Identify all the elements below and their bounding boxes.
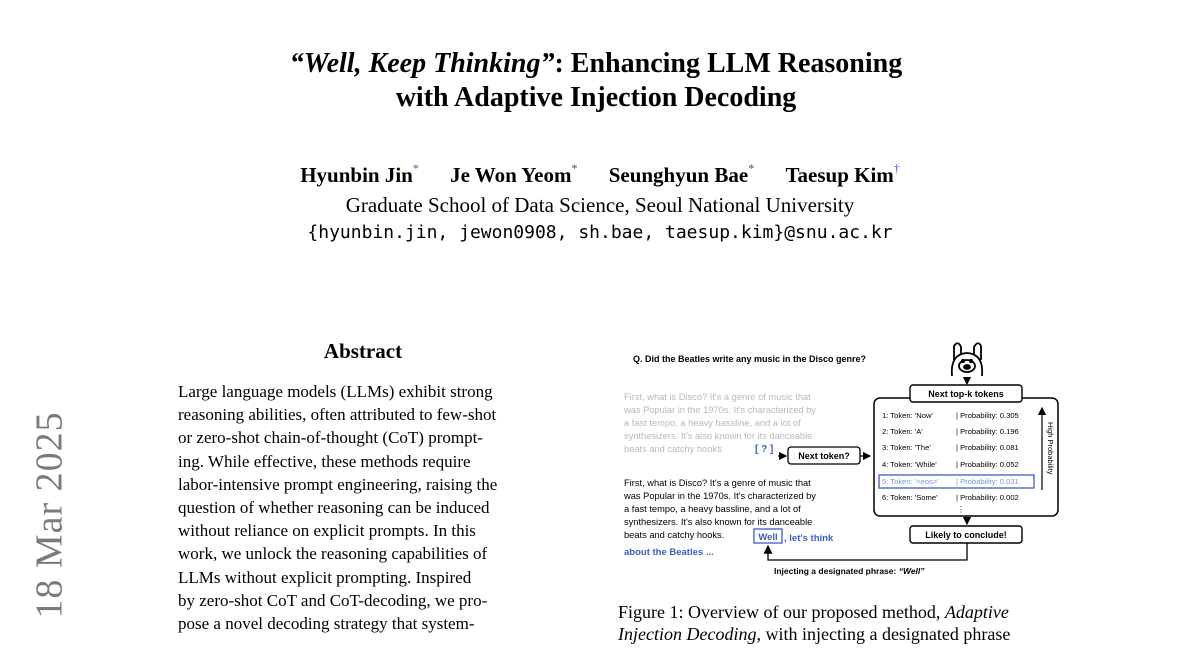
- abstract-line: ing. While effective, these methods require: [178, 451, 471, 471]
- svg-text:| Probability: 0.305: | Probability: 0.305: [956, 411, 1019, 420]
- author-emails: {hyunbin.jin, jewon0908, sh.bae, taesup.kim}@snu.ac.kr: [307, 222, 893, 243]
- abstract-line: or zero-shot chain-of-thought (CoT) prompt-: [178, 428, 483, 448]
- svg-text:| Probability: 0.031: | Probability: 0.031: [956, 477, 1019, 486]
- abstract-line: without reliance on explicit prompts. In this: [178, 521, 476, 541]
- svg-text:a fast tempo, a heavy bassline: a fast tempo, a heavy bassline, and a lot of: [624, 504, 801, 514]
- title-line2: with Adaptive Injection Decoding: [395, 82, 797, 113]
- abstract-line: pose a novel decoding strategy that system-: [178, 614, 475, 634]
- abstract-line: by zero-shot CoT and CoT-decoding, we pro-: [178, 590, 488, 610]
- arxiv-date-stamp: [20, 410, 80, 620]
- author: Seunghyun Bae*: [608, 161, 755, 187]
- abstract-line: work, we unlock the reasoning capabilities of: [178, 544, 488, 564]
- svg-text:beats and catchy hooks.: beats and catchy hooks.: [624, 444, 725, 454]
- abstract-body: [178, 380, 549, 635]
- abstract-line: labor-intensive prompt engineering, raising the: [178, 474, 498, 494]
- svg-text:3: Token: 'The': 3: Token: 'The': [882, 443, 931, 452]
- figure-caption: Figure 1: Overview of our proposed method, Adaptive Injection Decoding, with injecting a designated phrase: [618, 602, 1011, 644]
- svg-text:5: Token: '<eos>': 5: Token: '<eos>': [882, 477, 939, 486]
- llama-icon: [952, 343, 982, 376]
- svg-text:was Popular in the 1970s. It's: was Popular in the 1970s. It's characterized by: [624, 491, 816, 501]
- figure-question: Q. Did the Beatles write any music in the Disco genre?: [633, 354, 867, 364]
- abstract-line: Large language models (LLMs) exhibit strong: [178, 382, 493, 401]
- continuation-1: , let's think: [784, 533, 834, 544]
- abstract-line: question of whether reasoning can be induced: [178, 498, 490, 518]
- svg-text:First, what is Disco? It's a g: First, what is Disco? It's a genre of music that: [624, 392, 811, 402]
- high-prob-label: High Probability: [1046, 422, 1055, 475]
- next-token-label: Next token?: [798, 451, 850, 461]
- author: Je Won Yeom*: [450, 161, 578, 187]
- svg-text:4: Token: 'While': 4: Token: 'While': [882, 460, 937, 469]
- abstract-heading: Abstract: [323, 339, 403, 363]
- title-rest: : Enhancing LLM Reasoning: [554, 48, 903, 79]
- author-mark: *: [748, 161, 755, 175]
- author-mark: *: [412, 161, 419, 175]
- author-list: [0, 163, 1200, 188]
- figure-diagram: [618, 338, 1068, 583]
- svg-text:6: Token: 'Some': 6: Token: 'Some': [882, 493, 938, 502]
- svg-text:First, what is Disco? It's a g: First, what is Disco? It's a genre of music that: [624, 478, 811, 488]
- topk-title: Next top-k tokens: [928, 389, 1004, 399]
- svg-text:| Probability: 0.081: | Probability: 0.081: [956, 443, 1019, 452]
- author: Taesup Kim†: [785, 161, 900, 187]
- author-mark: *: [571, 161, 578, 175]
- arxiv-date-text: 18 Mar 2025: [29, 411, 71, 619]
- injected-word: Well: [758, 532, 778, 543]
- injection-arrow: [768, 543, 967, 560]
- svg-text:beats and catchy hooks.: beats and catchy hooks.: [624, 530, 725, 540]
- placeholder-token: [ ? ]: [755, 444, 774, 455]
- affiliation: Graduate School of Data Science, Seoul National University: [345, 193, 855, 217]
- token-list: [879, 411, 1034, 514]
- svg-text:was Popular in the 1970s. It's: was Popular in the 1970s. It's characterized by: [624, 405, 816, 415]
- svg-text:| Probability: 0.002: | Probability: 0.002: [956, 493, 1019, 502]
- main-text-block: [623, 478, 816, 540]
- abstract-line: LLMs without explicit prompting. Inspired: [178, 567, 472, 587]
- svg-text:| Probability: 0.052: | Probability: 0.052: [956, 460, 1019, 469]
- svg-text:| Probability: 0.196: | Probability: 0.196: [956, 427, 1019, 436]
- author-mark: †: [893, 161, 900, 175]
- conclude-label: Likely to conclude!: [925, 530, 1007, 540]
- continuation-2: about the Beatles ...: [624, 547, 714, 558]
- svg-text:2: Token: 'A': 2: Token: 'A': [882, 427, 923, 436]
- faded-text-block: [623, 392, 816, 454]
- title-quote: “Well, Keep Thinking”: [289, 48, 555, 79]
- svg-text:1: Token: 'Now': 1: Token: 'Now': [882, 411, 933, 420]
- inject-label: Injecting a designated phrase: “Well”: [774, 566, 925, 576]
- svg-text:⋮: ⋮: [957, 505, 965, 514]
- svg-text:synthesizers. It's also known: synthesizers. It's also known for its danceable: [624, 517, 813, 527]
- author: Hyunbin Jin*: [300, 161, 419, 187]
- svg-text:synthesizers. It's also known: synthesizers. It's also known for its danceable: [624, 431, 813, 441]
- svg-text:a fast tempo, a heavy bassline: a fast tempo, a heavy bassline, and a lot of: [624, 418, 801, 428]
- abstract-line: reasoning abilities, often attributed to few-shot: [178, 405, 497, 425]
- figure-1: [618, 338, 1068, 583]
- paper-title: [0, 47, 1192, 115]
